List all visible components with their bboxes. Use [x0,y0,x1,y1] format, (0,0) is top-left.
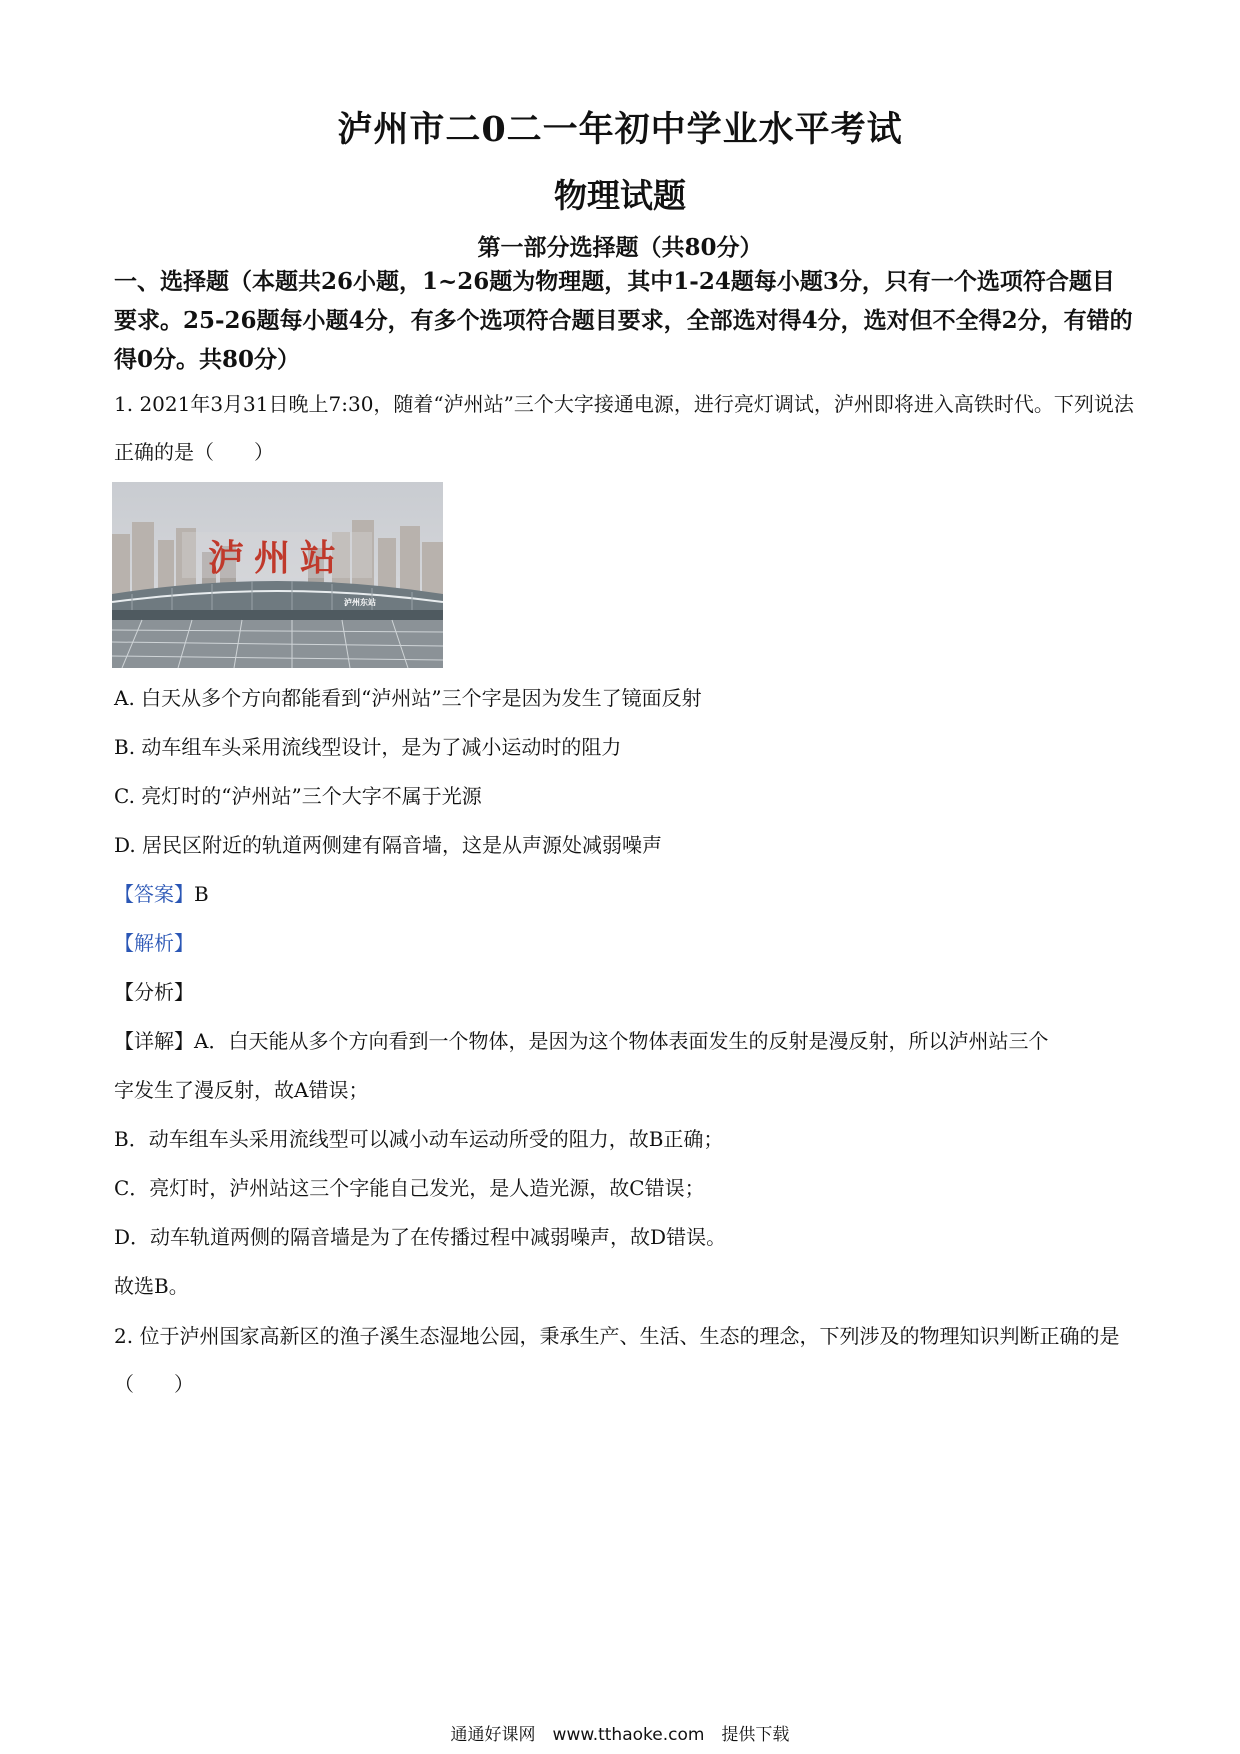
footer-text: 通通好课网 www.tthaoke.com 提供下载 [450,1725,790,1745]
fenxi-tag: 【分析】 [114,980,194,1004]
exam-title: 泸州市二0二一年初中学业水平考试 [337,109,903,150]
fenxi-line [114,976,1144,1005]
option-a: A. 白天从多个方向都能看到“泸州站”三个字是因为发生了镜面反射 [114,686,702,710]
analysis-tag: 【解析】 [114,931,194,955]
answer-line [114,878,1144,907]
detail-line-1 [114,1025,1144,1054]
option-d: D. 居民区附近的轨道两侧建有隔音墙，这是从声源处减弱噪声 [114,833,663,857]
question-1-stem: 1. 2021年3月31日晚上7:30，随着“泸州站”三个大字接通电源，进行亮灯调试，泸州即将进入高铁时代。下列说法正确的是（ ） [114,392,1134,464]
detail-line-2: 字发生了漫反射，故A错误； [114,1078,369,1102]
detail-b: B．动车组车头采用流线型可以减小动车运动所受的阻力，故B正确； [114,1127,724,1151]
answer-value: B [194,882,209,906]
detail-tag: 【详解】 [114,1029,194,1053]
option-b: B. 动车组车头采用流线型设计，是为了减小运动时的阻力 [114,735,622,759]
detail-a-text: A．白天能从多个方向看到一个物体，是因为这个物体表面发生的反射是漫反射，所以泸州站三个 [194,1029,1049,1053]
conclusion: 故选B。 [114,1274,189,1298]
section-instructions: 一、选择题（本题共26小题，1~26题为物理题，其中1-24题每小题3分，只有一个选项符合题目要求。25-26题每小题4分，有多个选项符合题目要求，全部选对得4分，选对但不全得2分，有错的得0分。共80分） [114,268,1133,373]
detail-d: D．动车轨道两侧的隔音墙是为了在传播过程中减弱噪声，故D错误。 [114,1225,727,1249]
question-2-stem: 2. 位于泸州国家高新区的渔子溪生态湿地公园，秉承生产、生活、生态的理念，下列涉及的物理知识判断正确的是（ ） [114,1324,1120,1396]
station-sign-text: 泸州站 [207,538,347,579]
analysis-line [114,927,1144,956]
exam-subtitle: 物理试题 [554,176,686,215]
option-c: C. 亮灯时的“泸州站”三个大字不属于光源 [114,784,482,808]
detail-c: C．亮灯时，泸州站这三个字能自己发光，是人造光源，故C错误； [114,1176,705,1200]
luzhou-station-photo [112,482,443,668]
part-title: 第一部分选择题（共80分） [477,234,763,261]
roof-sign-text: 泸州东站 [344,598,376,607]
answer-tag: 【答案】 [114,882,194,906]
